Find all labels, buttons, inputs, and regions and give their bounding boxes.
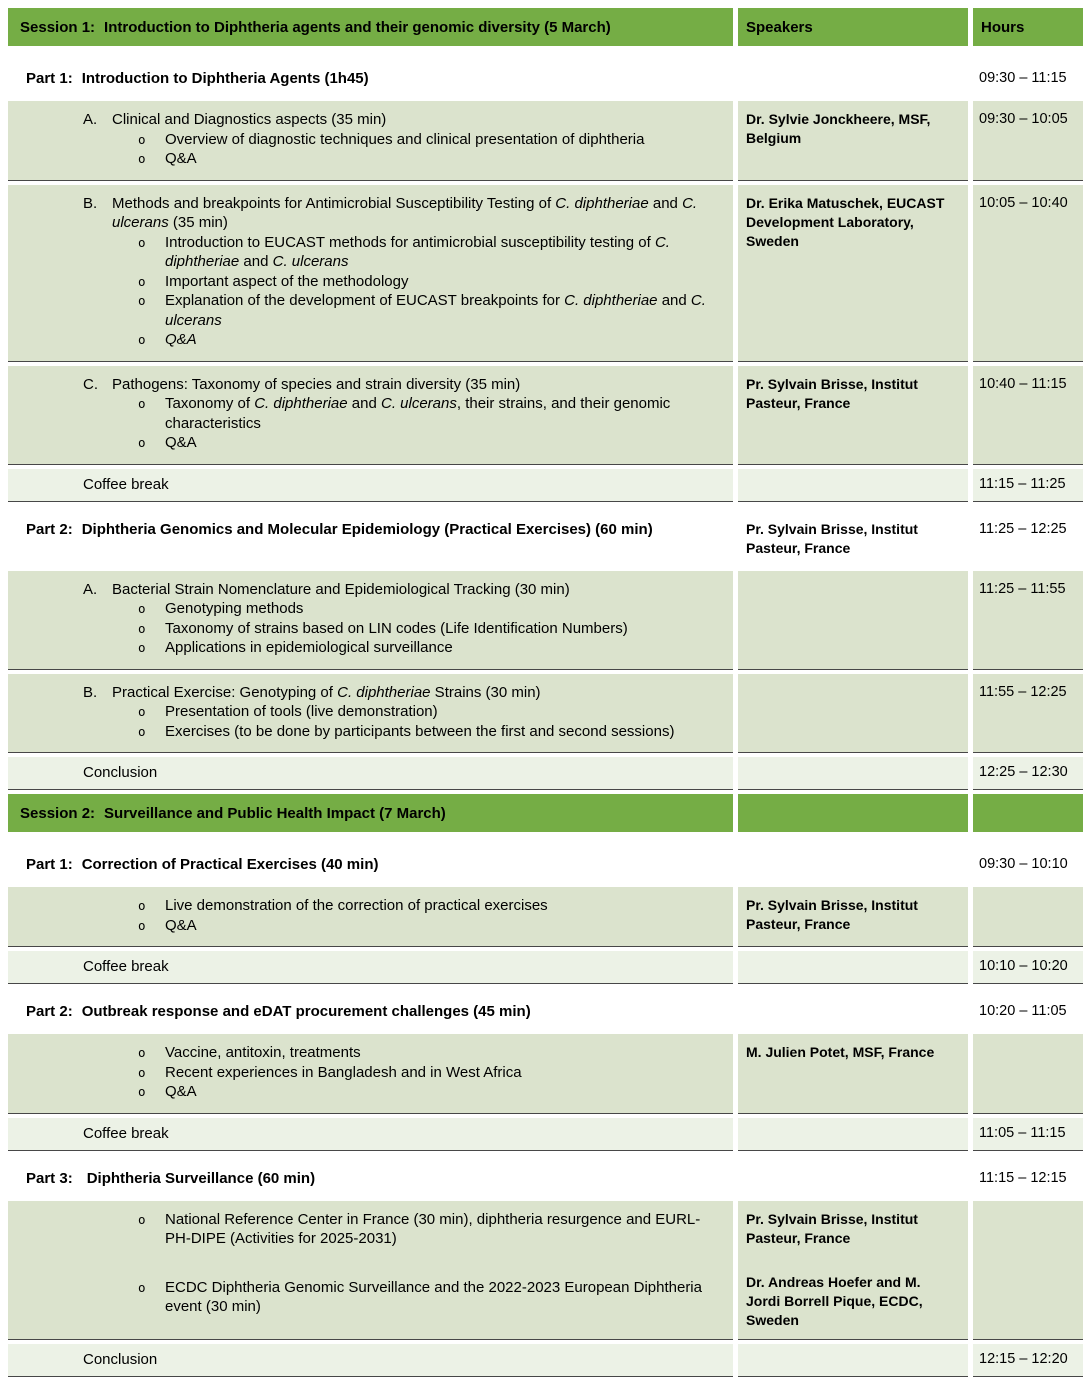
text-segment: M. Julien Potet, MSF, France xyxy=(746,1044,935,1060)
bullet-icon: o xyxy=(138,435,146,450)
bullet-icon: o xyxy=(138,1084,146,1099)
bullet-item xyxy=(8,896,727,916)
part-heading-row xyxy=(8,988,1088,1029)
hours-value: 09:30 – 11:15 xyxy=(979,70,1067,86)
part-heading-row xyxy=(8,1155,1088,1196)
part-title: Correction of Practical Exercises (40 min) xyxy=(81,856,379,873)
list-item-lead xyxy=(8,580,727,600)
bullet-item xyxy=(8,130,727,150)
agenda-cell xyxy=(8,8,733,46)
agenda-cell xyxy=(8,988,733,1029)
hours-cell xyxy=(973,469,1083,502)
part-label: Part 3: xyxy=(26,1169,73,1187)
speakers-cell xyxy=(738,55,968,96)
bullet-icon: o xyxy=(138,898,146,913)
agenda-cell xyxy=(8,185,733,362)
break-row xyxy=(8,469,1088,502)
bullet-icon: o xyxy=(138,273,146,289)
session-title: Introduction to Diphtheria agents and their genomic diversity (5 March) xyxy=(104,19,611,36)
speaker-name xyxy=(746,194,958,251)
speaker-name xyxy=(746,110,958,148)
bullet-icon: o xyxy=(138,1045,146,1060)
part-title: Introduction to Diphtheria Agents (1h45) xyxy=(81,70,369,87)
hours-cell xyxy=(973,794,1083,832)
part-label: Part 1: xyxy=(26,70,73,87)
list-marker: C. xyxy=(83,375,98,393)
bullet-item xyxy=(8,394,727,433)
speaker-name xyxy=(746,896,958,934)
hours-cell xyxy=(973,101,1083,181)
bullet-item xyxy=(8,149,727,169)
agenda-cell xyxy=(8,469,733,502)
part-title: Diphtheria Surveillance (60 min) xyxy=(86,1169,316,1187)
bullet-text xyxy=(165,233,727,272)
part-heading-row xyxy=(8,506,1088,566)
text-segment: C. ulcerans xyxy=(112,194,698,231)
break-label: Conclusion xyxy=(83,764,158,781)
hours-value: 11:25 – 12:25 xyxy=(979,520,1067,537)
bullet-item xyxy=(8,1043,727,1063)
text-segment: Methods and breakpoints for Antimicrobial Susceptibility Testing of xyxy=(112,194,556,212)
agenda-cell xyxy=(8,571,733,670)
break-label: Conclusion xyxy=(83,1350,158,1368)
bullet-text xyxy=(165,722,727,742)
agenda-cell xyxy=(8,1344,733,1377)
hours-cell xyxy=(973,1155,1083,1196)
text-segment: and xyxy=(648,194,683,212)
bullet-icon: o xyxy=(138,640,146,655)
text-segment: and xyxy=(347,395,381,412)
bullet-item xyxy=(8,1082,727,1102)
break-label: Coffee break xyxy=(83,958,169,975)
text-segment: Recent experiences in Bangladesh and in West Africa xyxy=(165,1063,522,1081)
list-item-text xyxy=(112,194,727,233)
text-segment: C. diphtheriae xyxy=(555,194,649,212)
bullet-item xyxy=(8,619,727,639)
session-header-row xyxy=(8,794,1088,832)
bullet-icon: o xyxy=(138,704,146,719)
speakers-cell xyxy=(738,794,968,832)
text-segment: Q&A xyxy=(165,150,197,167)
text-segment: Pr. Sylvain Brisse, Institut Pasteur, France xyxy=(746,1210,918,1246)
list-item-lead xyxy=(8,110,727,130)
bullet-item xyxy=(8,233,727,272)
bullet-icon: o xyxy=(138,332,146,347)
bullet-icon: o xyxy=(138,234,146,250)
bullet-icon: o xyxy=(138,601,146,616)
hours-cell xyxy=(973,506,1083,566)
hours-cell xyxy=(973,366,1083,465)
hours-value: 11:15 – 11:25 xyxy=(979,475,1066,492)
text-segment: Q&A xyxy=(165,1083,197,1100)
text-segment: C. diphtheriae xyxy=(254,395,348,412)
speaker-name xyxy=(746,1273,958,1330)
bullet-text xyxy=(165,433,727,453)
text-segment: Clinical and Diagnostics aspects (35 min) xyxy=(112,111,387,128)
agenda-cell xyxy=(8,55,733,96)
text-segment: Taxonomy of xyxy=(165,395,255,412)
text-segment: Overview of diagnostic techniques and clinical presentation of diphtheria xyxy=(165,130,645,148)
text-segment: , their strains, and their genomic characteristics xyxy=(165,395,671,432)
speakers-cell xyxy=(738,757,968,790)
break-row xyxy=(8,1344,1088,1377)
bullet-icon: o xyxy=(138,620,146,636)
hours-value: 09:30 – 10:10 xyxy=(979,856,1068,872)
bullet-icon: o xyxy=(138,396,146,411)
hours-value: 11:15 – 12:15 xyxy=(979,1169,1067,1186)
hours-cell xyxy=(973,988,1083,1029)
bullet-icon: o xyxy=(138,131,146,147)
part-label: Part 2: xyxy=(26,1003,73,1020)
bullet-text xyxy=(165,916,727,936)
list-item-text xyxy=(112,110,727,130)
bullet-text xyxy=(165,394,727,433)
speakers-cell xyxy=(738,674,968,754)
agenda-cell xyxy=(8,674,733,754)
agenda-cell xyxy=(8,951,733,984)
text-segment: Bacterial Strain Nomenclature and Epidemiological Tracking (30 min) xyxy=(112,580,570,598)
break-row xyxy=(8,757,1088,790)
agenda-cell xyxy=(8,1201,733,1340)
list-item-lead xyxy=(8,683,727,703)
text-segment: Explanation of the development of EUCAST breakpoints for xyxy=(165,292,565,309)
session-header-row xyxy=(8,8,1088,46)
bullet-icon: o xyxy=(138,1064,146,1080)
text-segment: C. ulcerans xyxy=(272,253,349,270)
bullet-text xyxy=(165,702,727,722)
bullet-text xyxy=(165,291,727,330)
bullet-text xyxy=(165,619,727,639)
hours-value: 12:25 – 12:30 xyxy=(979,764,1068,780)
agenda-cell xyxy=(8,506,733,566)
break-label: Coffee break xyxy=(83,1124,169,1142)
hours-cell xyxy=(973,8,1083,46)
text-segment: C. diphtheriae xyxy=(165,233,670,270)
bullet-item xyxy=(8,1210,727,1249)
speakers-cell xyxy=(738,101,968,181)
agenda-cell xyxy=(8,841,733,882)
text-segment: C. ulcerans xyxy=(165,292,706,329)
session-label: Session 2: xyxy=(20,805,96,822)
hours-cell xyxy=(973,887,1083,947)
text-segment: and xyxy=(239,253,273,270)
list-marker: A. xyxy=(83,111,98,128)
list-item-lead xyxy=(8,375,727,395)
text-segment: and xyxy=(657,292,691,309)
bullet-item xyxy=(8,722,727,742)
list-item-text xyxy=(112,375,727,395)
bullet-icon: o xyxy=(138,293,146,308)
speakers-cell xyxy=(738,988,968,1029)
list-marker: A. xyxy=(83,580,98,598)
hours-cell xyxy=(973,1034,1083,1114)
bullet-text xyxy=(165,1063,727,1083)
hours-cell xyxy=(973,185,1083,362)
text-segment: National Reference Center in France (30 min), diphtheria resurgence and EURL-PH-DIPE (Activities for 2025-2031) xyxy=(165,1210,701,1247)
bullet-icon: o xyxy=(138,1279,146,1295)
text-segment: Pr. Sylvain Brisse, Institut Pasteur, France xyxy=(746,375,918,411)
text-segment: C. diphtheriae xyxy=(337,683,431,701)
break-label: Coffee break xyxy=(83,475,169,493)
speakers-cell xyxy=(738,1118,968,1151)
hours-value: 11:55 – 12:25 xyxy=(979,683,1067,700)
session-label: Session 1: xyxy=(20,19,96,36)
bullet-text xyxy=(165,1278,727,1317)
bullet-item xyxy=(8,1278,727,1317)
bullet-text xyxy=(165,272,727,292)
hours-cell xyxy=(973,757,1083,790)
content-row xyxy=(8,674,1088,754)
bullet-item xyxy=(8,702,727,722)
break-row xyxy=(8,951,1088,984)
speakers-cell xyxy=(738,1201,968,1340)
text-segment: Important aspect of the methodology xyxy=(165,272,409,290)
text-segment: Taxonomy of strains based on LIN codes (Life Identification Numbers) xyxy=(165,619,628,637)
content-row xyxy=(8,571,1088,670)
bullet-icon: o xyxy=(138,1211,146,1227)
text-segment: Presentation of tools (live demonstration) xyxy=(165,703,438,720)
bullet-item xyxy=(8,272,727,292)
hours-value: 10:10 – 10:20 xyxy=(979,958,1068,974)
agenda-cell xyxy=(8,794,733,832)
bullet-text xyxy=(165,1210,727,1249)
bullet-item xyxy=(8,1063,727,1083)
speaker-name xyxy=(746,1043,958,1062)
text-segment: Q&A xyxy=(165,331,197,348)
speakers-cell xyxy=(738,8,968,46)
speakers-cell xyxy=(738,506,968,566)
hours-cell xyxy=(973,1344,1083,1377)
text-segment: Pr. Sylvain Brisse, Institut Pasteur, France xyxy=(746,897,918,932)
text-segment: Strains (30 min) xyxy=(430,683,541,701)
text-segment: Live demonstration of the correction of practical exercises xyxy=(165,897,548,914)
speakers-cell xyxy=(738,571,968,670)
text-segment: Vaccine, antitoxin, treatments xyxy=(165,1044,361,1061)
hours-value: 10:20 – 11:05 xyxy=(979,1003,1067,1019)
text-segment: Dr. Sylvie Jonckheere, MSF, Belgium xyxy=(746,111,931,146)
bullet-text xyxy=(165,130,727,150)
bullet-text xyxy=(165,149,727,169)
text-segment: (35 min) xyxy=(168,214,228,231)
list-marker: B. xyxy=(83,194,98,212)
part-label: Part 2: xyxy=(26,520,73,538)
agenda-cell xyxy=(8,757,733,790)
text-segment: Introduction to EUCAST methods for antimicrobial susceptibility testing of xyxy=(165,233,655,251)
content-row xyxy=(8,887,1088,947)
speakers-cell xyxy=(738,1034,968,1114)
agenda-cell xyxy=(8,366,733,465)
speakers-column-header: Speakers xyxy=(746,19,813,36)
hours-value: 10:40 – 11:15 xyxy=(979,375,1067,392)
agenda-cell xyxy=(8,1155,733,1196)
speakers-cell xyxy=(738,887,968,947)
session-title: Surveillance and Public Health Impact (7 March) xyxy=(104,805,446,822)
speaker-name xyxy=(746,375,958,413)
bullet-item xyxy=(8,330,727,350)
bullet-item xyxy=(8,916,727,936)
bullet-text xyxy=(165,599,727,619)
hours-column-header: Hours xyxy=(981,19,1025,36)
speakers-cell xyxy=(738,951,968,984)
bullet-item xyxy=(8,433,727,453)
part-title: Outbreak response and eDAT procurement challenges (45 min) xyxy=(81,1003,531,1020)
hours-cell xyxy=(973,951,1083,984)
list-item-text xyxy=(112,580,727,600)
text-segment: Applications in epidemiological surveillance xyxy=(165,639,453,656)
bullet-text xyxy=(165,1082,727,1102)
agenda-cell xyxy=(8,1034,733,1114)
hours-cell xyxy=(973,1118,1083,1151)
text-segment: Pathogens: Taxonomy of species and strain diversity (35 min) xyxy=(112,375,521,393)
content-row xyxy=(8,1201,1088,1340)
bullet-item xyxy=(8,638,727,658)
bullet-text xyxy=(165,896,727,916)
list-item-lead xyxy=(8,194,727,233)
list-item-text xyxy=(112,683,727,703)
agenda-cell xyxy=(8,887,733,947)
content-row xyxy=(8,101,1088,181)
content-row xyxy=(8,185,1088,362)
hours-cell xyxy=(973,674,1083,754)
hours-value: 11:05 – 11:15 xyxy=(979,1124,1066,1141)
speakers-cell xyxy=(738,841,968,882)
text-segment: Pr. Sylvain Brisse, Institut Pasteur, France xyxy=(746,520,918,556)
speakers-cell xyxy=(738,1344,968,1377)
break-row xyxy=(8,1118,1088,1151)
text-segment: Q&A xyxy=(165,434,197,451)
hours-value: 11:25 – 11:55 xyxy=(979,580,1066,597)
hours-value: 10:05 – 10:40 xyxy=(979,194,1068,211)
part-label: Part 1: xyxy=(26,856,73,873)
text-segment: Exercises (to be done by participants between the first and second sessions) xyxy=(165,722,675,740)
text-segment: Practical Exercise: Genotyping of xyxy=(112,683,338,701)
text-segment: Dr. Erika Matuschek, EUCAST Development Laboratory, Sweden xyxy=(746,194,945,249)
bullet-icon: o xyxy=(138,151,146,166)
speakers-cell xyxy=(738,366,968,465)
part-title: Diphtheria Genomics and Molecular Epidemiology (Practical Exercises) (60 min) xyxy=(81,520,653,538)
bullet-icon: o xyxy=(138,917,146,933)
bullet-item xyxy=(8,291,727,330)
hours-value: 09:30 – 10:05 xyxy=(979,111,1068,127)
hours-cell xyxy=(973,571,1083,670)
hours-cell xyxy=(973,55,1083,96)
content-row xyxy=(8,366,1088,465)
text-segment: C. diphtheriae xyxy=(564,292,658,309)
content-row xyxy=(8,1034,1088,1114)
bullet-icon: o xyxy=(138,723,146,739)
speakers-cell xyxy=(738,469,968,502)
bullet-text xyxy=(165,638,727,658)
list-marker: B. xyxy=(83,683,98,701)
part-heading-row xyxy=(8,841,1088,882)
hours-cell xyxy=(973,841,1083,882)
agenda-cell xyxy=(8,1118,733,1151)
bullet-text xyxy=(165,330,727,350)
hours-cell xyxy=(973,1201,1083,1340)
speakers-cell xyxy=(738,185,968,362)
speakers-cell xyxy=(738,1155,968,1196)
text-segment: Q&A xyxy=(165,916,197,934)
text-segment: Dr. Andreas Hoefer and M. Jordi Borrell Pique, ECDC, Sweden xyxy=(746,1273,923,1328)
part-heading-row xyxy=(8,55,1088,96)
bullet-text xyxy=(165,1043,727,1063)
speaker-name xyxy=(746,1210,958,1248)
hours-value: 12:15 – 12:20 xyxy=(979,1350,1068,1367)
speaker-name xyxy=(746,520,958,558)
text-segment: ECDC Diphtheria Genomic Surveillance and the 2022-2023 European Diphtheria event (30 min) xyxy=(165,1278,702,1315)
text-segment: Genotyping methods xyxy=(165,600,304,617)
text-segment: C. ulcerans xyxy=(381,395,457,412)
bullet-item xyxy=(8,599,727,619)
agenda-cell xyxy=(8,101,733,181)
